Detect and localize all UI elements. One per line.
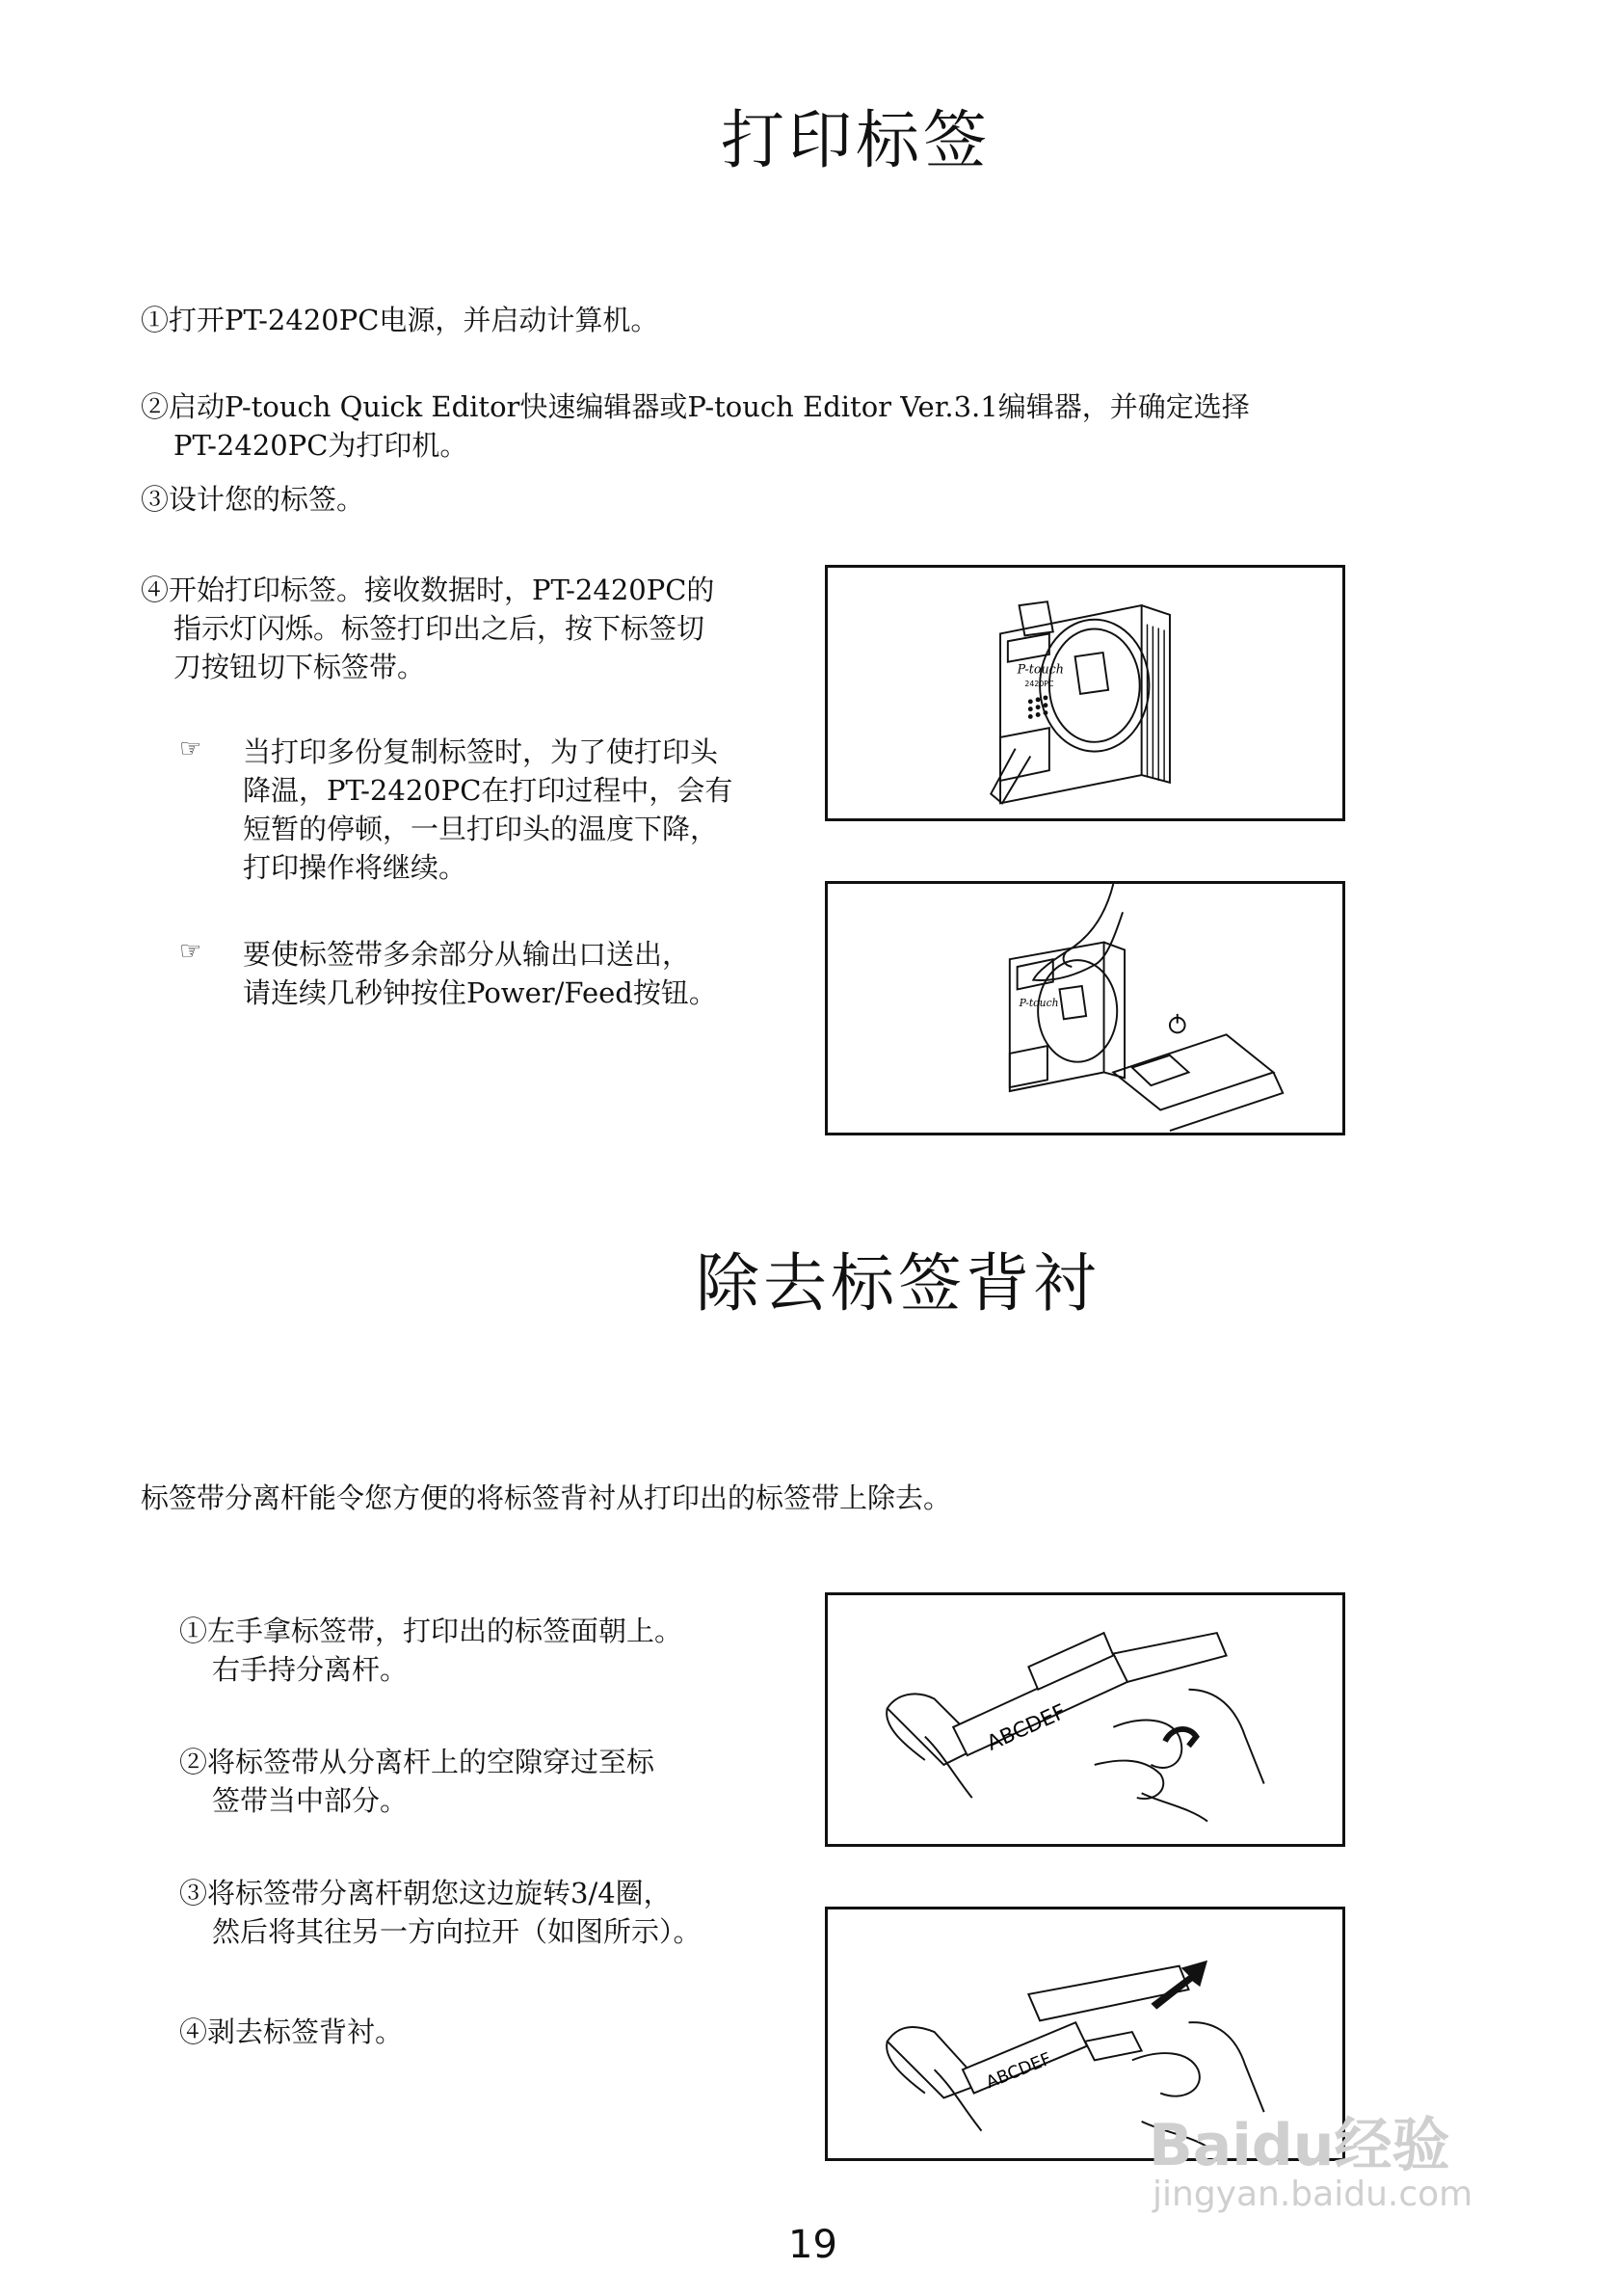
figure-separator-insert: [825, 1592, 1345, 1847]
section1-title: 打印标签: [721, 103, 991, 177]
step-4-line-2: 指示灯闪烁。标签打印出之后，按下标签切: [173, 612, 705, 645]
pointing-hand-icon: ☞: [179, 937, 202, 966]
s2-step-2-line-1: ②将标签带从分离杆上的空隙穿过至标: [179, 1746, 655, 1778]
note-1-line-1: 当打印多份复制标签时，为了使打印头: [243, 735, 719, 768]
step-1-line-1: ①打开PT-2420PC电源，并启动计算机。: [141, 304, 659, 336]
figure2-brand: P-touch: [1019, 997, 1059, 1010]
figure4-tape-text: ABCDEF: [983, 2049, 1054, 2094]
section2-intro: 标签带分离杆能令您方便的将标签背衬从打印出的标签带上除去。: [141, 1482, 952, 1514]
figure-printer-output: [825, 565, 1345, 821]
baidu-watermark-logo: Baidu经验: [1149, 2112, 1450, 2179]
s2-step-1-line-1: ①左手拿标签带，打印出的标签面朝上。: [179, 1615, 683, 1647]
section2-title: 除去标签背衬: [696, 1246, 1100, 1321]
step-4-line-3: 刀按钮切下标签带。: [173, 651, 426, 683]
s2-step-1-line-2: 右手持分离杆。: [212, 1653, 409, 1686]
printer-feed-illustration: [828, 884, 1342, 1133]
s2-step-3-line-1: ③将标签带分离杆朝您这边旋转3/4圈，: [179, 1877, 672, 1909]
note-1-line-4: 打印操作将继续。: [243, 851, 467, 884]
baidu-watermark-url: jingyan.baidu.com: [1153, 2175, 1473, 2214]
s2-step-3-line-2: 然后将其往另一方向拉开（如图所示）。: [212, 1915, 702, 1948]
step-2-line-1: ②启动P-touch Quick Editor快速编辑器或P-touch Editor Ver.3.1编辑器，并确定选择: [141, 390, 1250, 423]
figure1-brand: P-touch: [1017, 661, 1064, 677]
page-number: 19: [788, 2223, 837, 2267]
note-2-line-1: 要使标签带多余部分从输出口送出，: [243, 938, 691, 971]
figure3-tape-text: ABCDEF: [983, 1699, 1070, 1756]
note-2-line-2: 请连续几秒钟按住Power/Feed按钮。: [243, 976, 717, 1009]
figure-printer-feed: [825, 881, 1345, 1135]
pointing-hand-icon: ☞: [179, 734, 202, 763]
step-4-line-1: ④开始打印标签。接收数据时，PT-2420PC的: [141, 574, 715, 606]
s2-step-4-line-1: ④剥去标签背衬。: [179, 2016, 404, 2048]
separator-insert-illustration: [828, 1595, 1342, 1844]
figure1-sub: 2420PC: [1024, 680, 1054, 689]
s2-step-2-line-2: 签带当中部分。: [212, 1784, 409, 1817]
step-2-line-2: PT-2420PC为打印机。: [173, 429, 468, 462]
printer-illustration: [828, 568, 1342, 818]
note-1-line-2: 降温，PT-2420PC在打印过程中，会有: [243, 774, 733, 807]
note-1-line-3: 短暂的停顿，一旦打印头的温度下降，: [243, 813, 719, 845]
step-3-line-1: ③设计您的标签。: [141, 483, 365, 516]
